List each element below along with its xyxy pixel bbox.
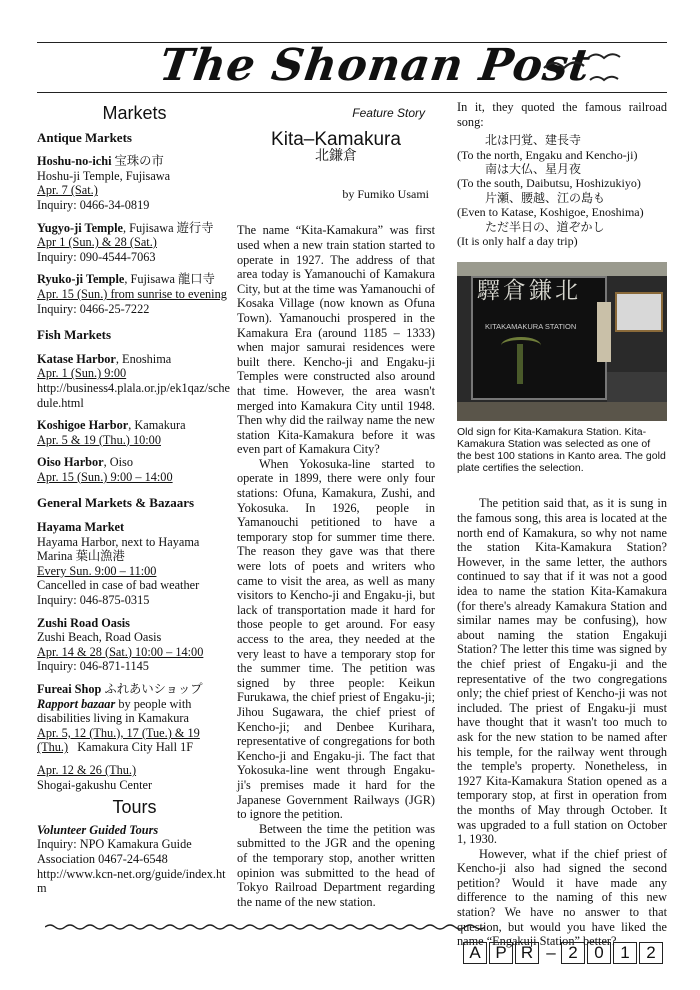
list-item: Oiso Harbor, Oiso Apr. 15 (Sun.) 9:00 – 14:00 [37,455,173,484]
issue-dash: – [546,943,556,962]
issue-year-digit: 2 [639,942,663,964]
feature-label: Feature Story [352,106,425,120]
paragraph: When Yokosuka-line started to operate in 1899, there were only four stations: Ofuna, Kamakura, Zushi, and Yokosuka. In 1926, people in Yamanouchi petitioned to have a temporary stop for summer time there. The reason they gave was that there were lots of poets and writers who came to visit the area, as well as many visitors to Kencho-ji and Engaku-ji, but lack of transportation made it hard for those people to get around. For easy access to the area, they needed at the very least to have a temporary stop for the summer time. The petition was signed by three people: Keikun Furukawa, the chief priest of Engaku-ji; Jihou Sugawara, the chief priest of Kencho-ji; and Denbee Kurihara, representative of congregations for both Kencho-ji and Engaku-ji. The fact that Yokosuka-line went through Engaku-ji's premises made it hard for the Japanese Government Railways (JGR) to ignore the petition. [237,456,435,822]
photo-caption: Old sign for Kita-Kamakura Station. Kita-Kamakura Station was selected as one of the best 100 stations in Kanto area. The gold plate certifies the selection. [457,426,666,475]
paragraph: The petition said that, as it is sung in the famous song, this area is located at the north end of Kamakura, so why not name the station Kita-Kamakura Station? However, in the same letter, the authors continued to say that if it was not a good idea to name the station Kita-Kamakura (for there's already Kamakura Station and similar names may be confusing), how about naming the station Engakuji Station? The letter this time was signed by the chief priest of Engaku-ji and the representative of the two congregations only; the chief priest of Kencho-ji was not included. The priest of Engaku-ji must have thought that it wasn't too much to ask for the new station to be named after his temple, for the railway went through the temple's property. Nonetheless, in 1927 Kita-Kamakura Station opened as a temporary stop, at first in operation from the months of May through October. It was upgraded to a full station on October 1, 1930. [457,496,667,847]
guide-link[interactable]: http://www.kcn-net.org/guide/index.htm [37,866,226,896]
issue-year-digit: 1 [613,942,637,964]
tours-heading: Tours [112,797,157,818]
paragraph: Between the time the petition was submitted to the JGR and the opening of the temporary stop, another written opinion was submitted to the head of Tokyo Railroad Department regarding the name of the new station. [237,821,435,909]
seagulls-icon [540,48,630,88]
sign-romaji: KITAKAMAKURA STATION [485,322,577,332]
song-line: (To the south, Daibutsu, Hoshizukiyo) [457,176,641,191]
list-item: Katase Harbor, Enoshima Apr. 1 (Sun.) 9:00 http://business4.plala.or.jp/ek1qaz/schedule.html [37,351,230,410]
paragraph: In it, they quoted the famous railroad song: [457,100,667,129]
masthead-title: The Shonan Post [156,40,594,91]
song-line: 片瀬、腰越、江の島も [485,190,606,205]
byline: by Fumiko Usami [342,186,429,201]
antique-markets-heading: Antique Markets [37,129,132,145]
paragraph: However, what if the chief priest of Kencho-ji also had signed the second petition? Would it have made any difference to the naming of this new station? We have no answer to that question, but would you have liked the name “Engakuji Station” better? [457,846,667,949]
list-item: Apr. 12 & 26 (Thu.) Shogai-gakushu Center [37,762,153,792]
feature-column [237,100,435,909]
song-line: 北は円覚、建長寺 [485,133,582,148]
sign-kanji: 驛倉鎌北 [477,278,581,305]
article-title-jp: 北鎌倉 [315,149,357,165]
song-line: (To the north, Engaku and Kencho-ji) [457,147,638,162]
list-item: Zushi Road Oasis Zushi Beach, Road Oasis Apr. 14 & 28 (Sat.) 10:00 – 14:00 Inquiry: 046-871-1145 [37,615,204,674]
list-item: Volunteer Guided Tours Inquiry: NPO Kamakura Guide Association 0467-24-6548 http://www.kcn-net.org/guide/index.htm [37,822,226,896]
general-markets-heading: General Markets & Bazaars [37,495,195,511]
list-item: Ryuko-ji Temple, Fujisawa 龍口寺 Apr. 15 (Sun.) from sunrise to evening Inquiry: 0466-25-7222 [37,272,227,316]
song-line: (Even to Katase, Koshigoe, Enoshima) [457,205,644,220]
station-sign-photo [457,262,667,421]
railroad-song [457,133,667,248]
wavy-divider [45,922,485,932]
song-line: (It is only half a day trip) [457,234,578,249]
song-line: ただ半日の、道ぞかし [485,219,605,234]
issue-year-digit: 0 [587,942,611,964]
issue-month-letter: A [463,942,487,964]
list-item: Fureai Shop ふれあいショップ Rapport bazaar by people with disabilities living in Kamakura Apr. 5, 12 (Thu.), 17 (Tue.) & 19 (Thu.) Kamakura City Hall 1F [37,682,203,755]
paragraph: The name “Kita-Kamakura” was first used when a new train station started to operate in 1927. The address of that area today is Yamanouchi of Kamakura City, but at the time was Yamanouchi of Kosaka Village (now known as Ofuna Town). Yamanouchi prospered in the Kamakura Era (around 1185 – 1333) when major samurai residences were built there. Kencho-ji and Engaku-ji Temples were constructed also around that time. However, the area wasn't merged into Kamakura City until 1948. Then why did the railway name the new station Kita-Kamakura before it was even part of Kamakura City? [237,223,435,457]
issue-date [463,942,665,964]
feature-continued-column [457,100,667,949]
article-title: Kita–Kamakura [271,128,401,150]
list-item: Yugyo-ji Temple, Fujisawa 遊行寺 Apr 1 (Sun.) & 28 (Sat.) Inquiry: 090-4544-7063 [37,220,214,264]
issue-year-digit: 2 [561,942,585,964]
issue-month-letter: P [489,942,513,964]
fish-markets-heading: Fish Markets [37,327,112,343]
list-item: Koshigoe Harbor, Kamakura Apr. 5 & 19 (Thu.) 10:00 [37,418,186,447]
issue-month-letter: R [515,942,539,964]
markets-heading: Markets [102,103,167,123]
markets-column [37,100,232,904]
masthead-rule [37,92,667,93]
song-line: 南は大仏、星月夜 [485,162,582,176]
katase-link[interactable]: http://business4.plala.or.jp/ek1qaz/schedule.html [37,380,230,410]
list-item: Hayama Market Hayama Harbor, next to Hayama Marina 葉山漁港 Every Sun. 9:00 – 11:00 Cancelled in case of bad weather Inquiry: 046-875-0315 [37,520,200,608]
list-item: Hoshu-no-ichi 宝珠の市 Hoshu-ji Temple, Fujisawa Apr. 7 (Sat.) Inquiry: 0466-34-0819 [37,154,171,212]
